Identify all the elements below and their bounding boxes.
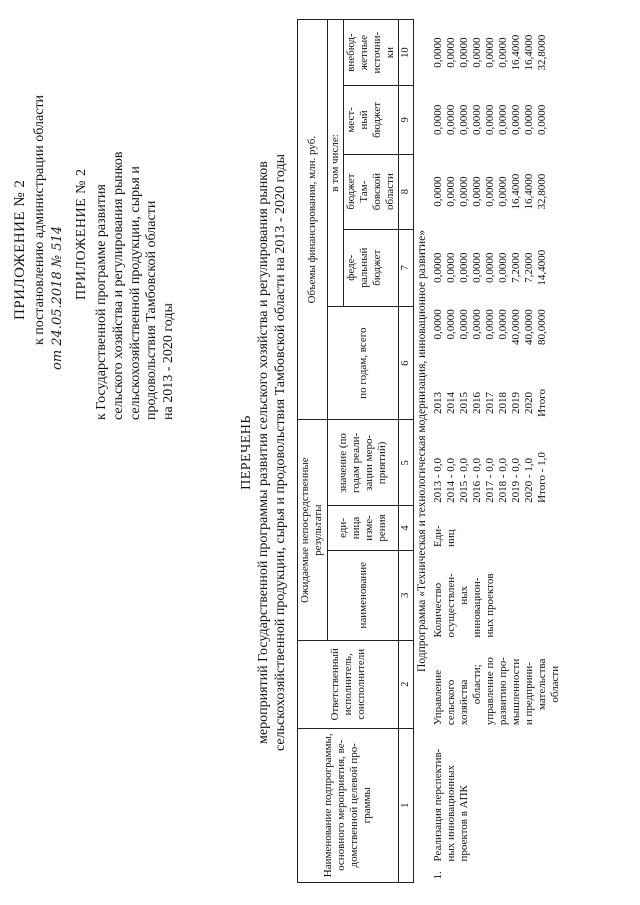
local-cell: 0,0000 0,0000 0,0000 0,0000 0,0000 0,0000 0,0000 0,0000 0,0000 — [432, 104, 548, 136]
measures-table — [297, 19, 563, 883]
responsible-cell: Управление сельского хозяйства области; управление по развитию про- мышленности и предприни- мательства области — [432, 657, 561, 726]
col-responsible-header: Ответственный исполнитель, соисполнители — [298, 640, 399, 728]
col-offbudget-header: внебюд- жетные источни- ки — [344, 20, 399, 86]
appendix-title: ПРИЛОЖЕНИЕ № 2 — [12, 179, 28, 320]
totals-list: 0,0000 0,0000 0,0000 0,0000 0,0000 0,0000 40,0000 40,0000 80,0000 — [432, 309, 548, 346]
years-list: 2013 2014 2015 2016 2017 2018 2019 2020 Итого — [432, 389, 548, 417]
table-row — [431, 20, 563, 883]
result-unit-cell: Еди- ниц — [432, 525, 457, 548]
handwritten-date: от 24.05.2018 № 514 — [50, 225, 65, 370]
col-name-header: Наименование подпрограммы, основного мероприятия, ве- домственной целевой про- граммы — [298, 728, 399, 882]
col-by-year-header: по годам, всего — [328, 306, 399, 420]
col-result-value-header: значение (по годам реали- зации меро- приятий) — [328, 420, 399, 506]
column-number-row: 1 2 3 4 5 6 7 8 9 10 — [399, 20, 414, 883]
regional-cell: 0,0000 0,0000 0,0000 0,0000 0,0000 0,0000 16,4000 16,4000 32,8000 — [432, 173, 548, 210]
col-funding-group-header: Объемы финансирования, млн. руб. — [298, 20, 328, 420]
row-number: 1. — [432, 871, 444, 880]
result-values-cell: 2013 - 0,0 2014 - 0,0 2015 - 0,0 2016 - 0,0 2017 - 0,0 2018 - 0,0 2019 - 0,0 2020 - 1,0 Итого - 1,0 — [432, 452, 548, 503]
col-result-name-header: наименование — [328, 550, 399, 640]
appendix-subtitle: к постановлению администрации области — [32, 94, 47, 346]
offbudget-cell: 0,0000 0,0000 0,0000 0,0000 0,0000 0,0000 16,4000 16,4000 32,8000 — [432, 34, 548, 71]
col-results-group-header: Ожидаемые непосредственные результаты — [298, 420, 328, 641]
subprogram-title: Подпрограмма «Техническая и технологическая модернизация, инновационное развитие» — [416, 230, 428, 672]
measure-name-cell: 1. Реализация перспектив- ных инновационных проектов в АПК — [432, 748, 470, 880]
col-result-unit-header: еди- ница изме- рения — [328, 506, 399, 550]
col-including-header: в том числе: — [328, 20, 344, 307]
totals-by-year-cell — [431, 306, 563, 420]
appendix2-title: ПРИЛОЖЕНИЕ № 2 — [74, 168, 89, 300]
col-regional-header: бюджет Там- бовской области — [344, 154, 399, 229]
document-title: ПЕРЕЧЕНЬ мероприятий Государственной программы развития сельского хозяйства и регулирования рынков сельскохозяйственной продукции, сырья и продовольствия Тамбовской области на 2013 - 2020 годы — [239, 153, 288, 752]
result-name-cell: Количество осуществлен- ных инновацион- ных проектов — [432, 573, 496, 638]
appendix2-text: к Государственной программе развития сельского хозяйства и регулирования рынков сельскохозяйственной продукции, сырья и продовольствия Тамбовской области на 2013 - 2020 годы — [94, 151, 177, 420]
subprogram-row — [414, 20, 432, 883]
federal-cell: 0,0000 0,0000 0,0000 0,0000 0,0000 0,0000 7,2000 7,2000 14,4000 — [432, 249, 548, 286]
col-federal-header: феде- ральный бюджет — [344, 229, 399, 306]
header-row-1 — [298, 20, 328, 883]
col-local-header: мест- ный бюджет — [344, 86, 399, 154]
